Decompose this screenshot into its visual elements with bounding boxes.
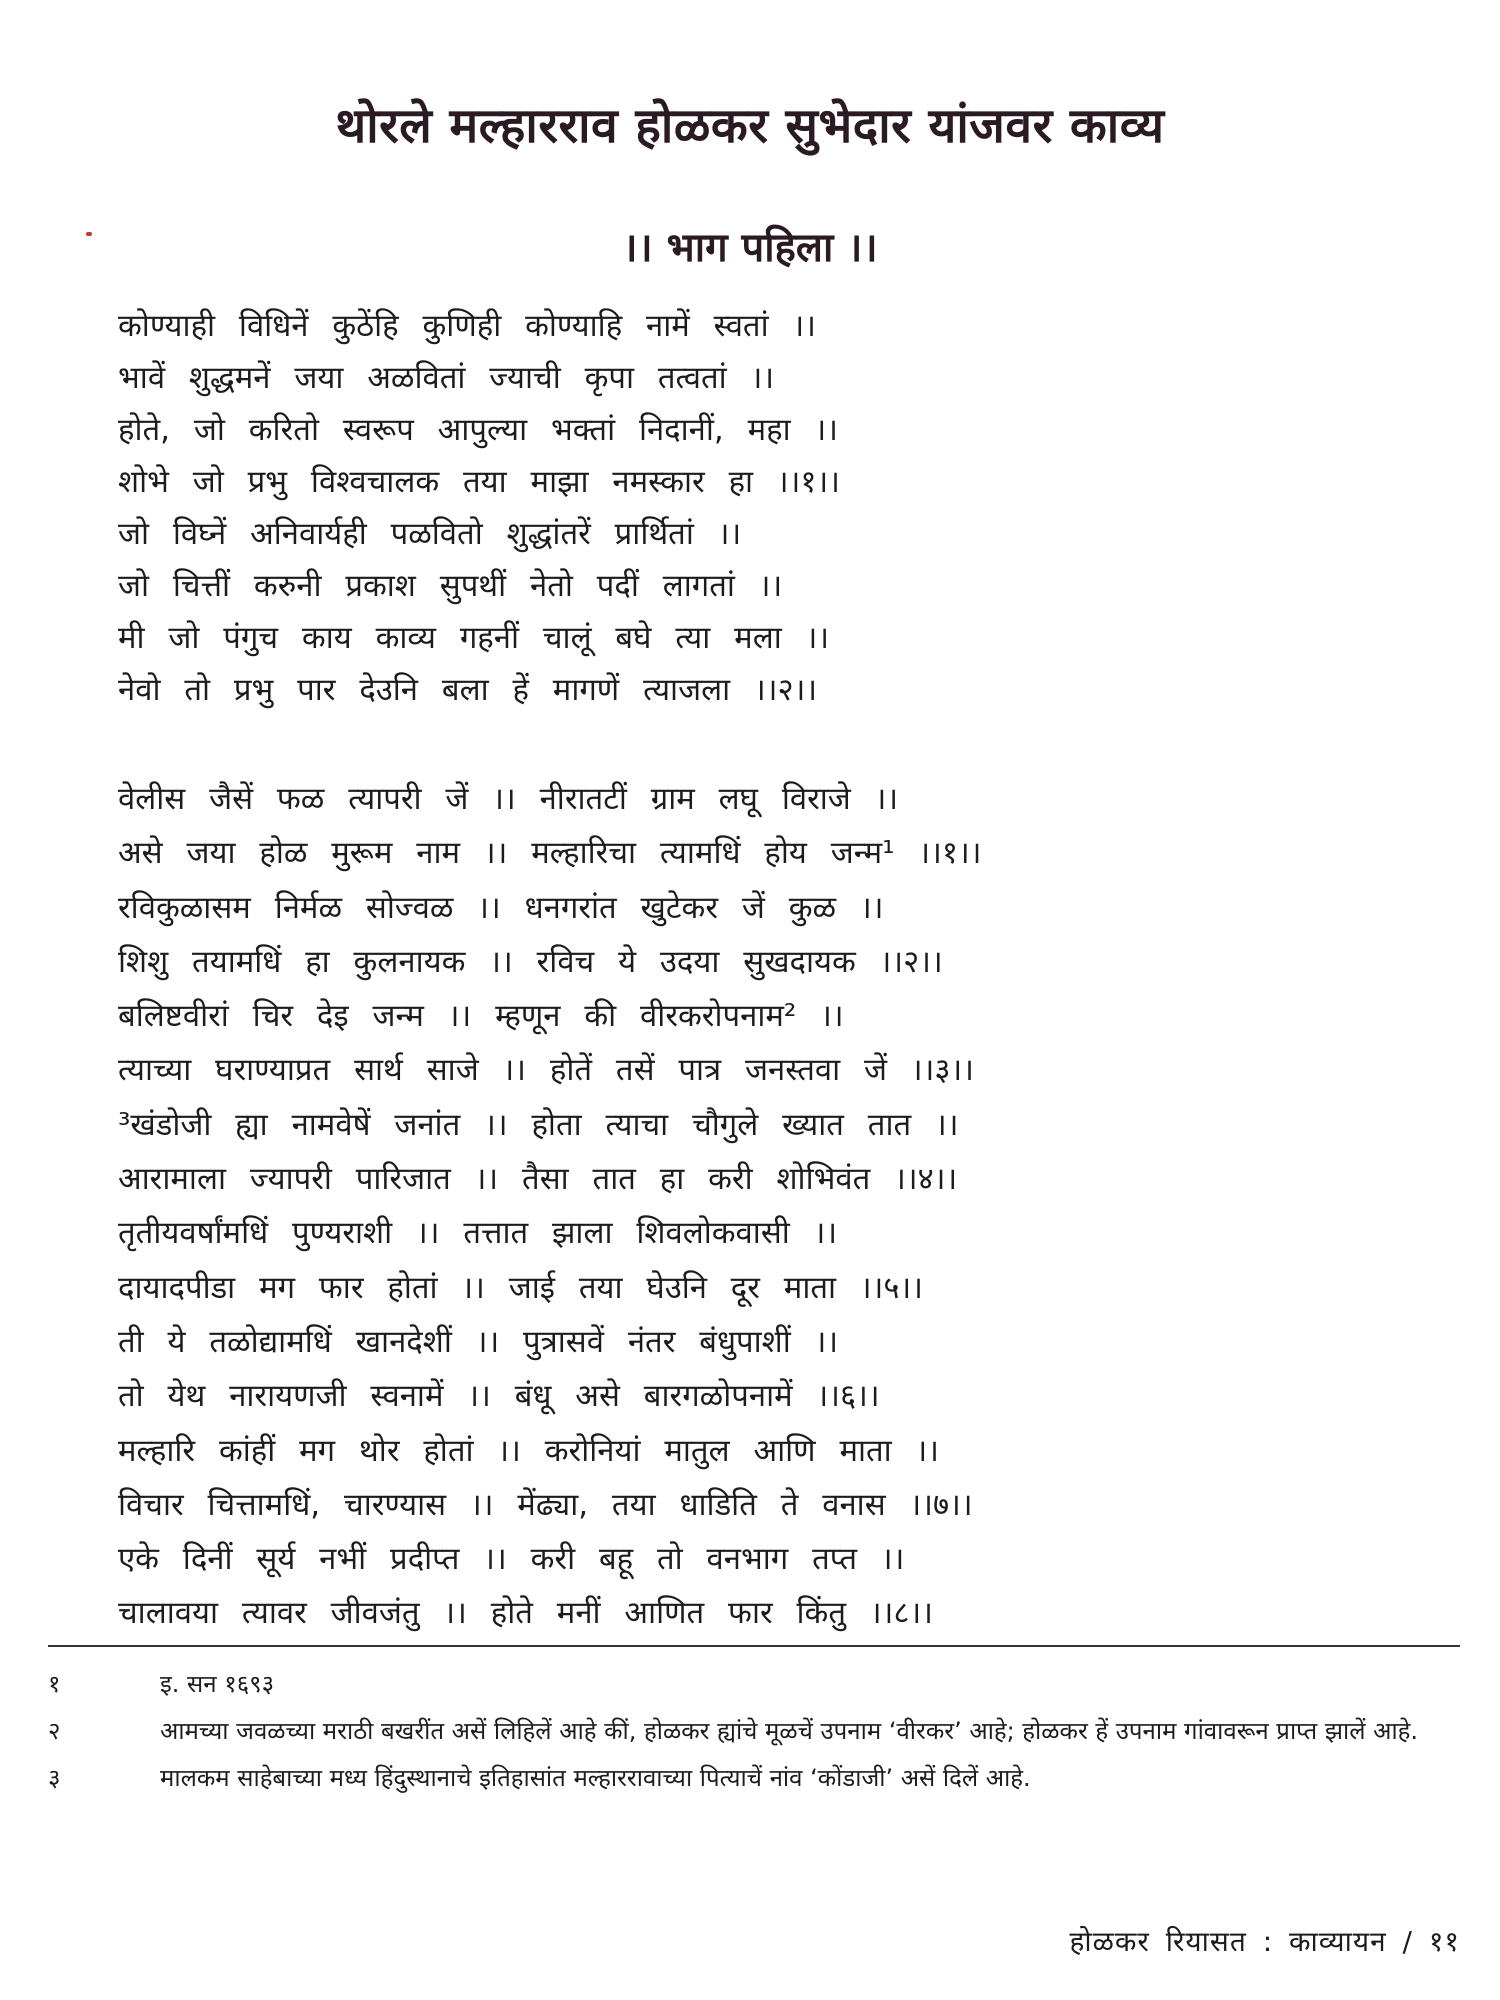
verse-line: कोण्याही विधिनें कुठेंहि कुणिही कोण्याहि नामें स्वतां ।। — [118, 308, 816, 344]
footnote-divider — [48, 1645, 1460, 1647]
footnote-text: इ. सन १६९३ — [160, 1670, 275, 1698]
verse-line: जो चित्तीं करुनी प्रकाश सुपथीं नेतो पदीं लागतां ।। — [118, 568, 783, 604]
footnote-text: मालकम साहेबाच्या मध्य हिंदुस्थानाचे इतिहासांत मल्हाररावाच्या पित्याचें नांव ‘कोंडाजी’ असें दिलें आहे. — [160, 1764, 1031, 1792]
footnote-number: ३ — [48, 1764, 61, 1792]
page-title: थोरले मल्हारराव होळकर सुभेदार यांजवर काव्य — [335, 98, 1165, 154]
footnote — [48, 1756, 1460, 1801]
verse-line: शिशु तयामधिं हा कुलनायक ।। रविच ये उदया सुखदायक ।।२।। — [118, 943, 943, 980]
footnote-number: १ — [48, 1670, 61, 1698]
verse-line: मी जो पंगुच काय काव्य गहनीं चालूं बघे त्या मला ।। — [118, 620, 830, 656]
footnote-number: २ — [48, 1717, 61, 1745]
verse-line: नेवो तो प्रभु पार देउनि बला हें मागणें त्याजला ।।२।। — [118, 672, 818, 708]
page-footer: होळकर रियासत : काव्यायन / ११ — [1069, 1925, 1460, 1958]
footnote-text: आमच्या जवळच्या मराठी बखरींत असें लिहिलें आहे कीं, होळकर ह्यांचे मूळचें उपनाम ‘वीरकर’ आहे; होळकर हें उपनाम गांवावरून प्राप्त झालें आहे. — [160, 1717, 1419, 1745]
verse-line: दायादपीडा मग फार होतां ।। जाई तया घेउनि दूर माता ।।५।। — [118, 1269, 924, 1306]
verse-line: मल्हारि कांहीं मग थोर होतां ।। करोनियां मातुल आणि माता ।। — [118, 1432, 940, 1469]
verse-line: चालावया त्यावर जीवजंतु ।। होते मनीं आणित फार किंतु ।।८।। — [118, 1595, 933, 1632]
verse-line: बलिष्टवीरां चिर देइ जन्म ।। म्हणून की वीरकरोपनाम² ।। — [118, 998, 844, 1035]
section-heading: ।। भाग पहिला ।। — [622, 225, 878, 271]
verse-line: आरामाला ज्यापरी पारिजात ।। तैसा तात हा करी शोभिवंत ।।४।। — [118, 1161, 958, 1198]
verse-line: तृतीयवर्षांमधिं पुण्यराशी ।। तत्तात झाला शिवलोकवासी ।। — [118, 1215, 838, 1252]
verse-line: एके दिनीं सूर्य नभीं प्रदीप्त ।। करी बहू तो वनभाग तप्त ।। — [118, 1541, 905, 1578]
verse-line: असे जया होळ मुरूम नाम ।। मल्हारिचा त्यामधिं होय जन्म¹ ।।१।। — [118, 835, 982, 872]
verse-line: भावें शुद्धमनें जया अळवितां ज्याची कृपा तत्वतां ।। — [118, 360, 775, 396]
main-stanza — [118, 772, 982, 1641]
intro-stanza — [118, 300, 840, 716]
verse-line: तो येथ नारायणजी स्वनामें ।। बंधू असे बारगळोपनामें ।।६।। — [118, 1378, 880, 1415]
verse-line: ती ये तळोद्यामधिं खानदेशीं ।। पुत्रासवें नंतर बंधुपाशीं ।। — [118, 1323, 839, 1360]
footnotes — [48, 1662, 1460, 1803]
footnote — [48, 1662, 1460, 1707]
verse-line: त्याच्या घराण्याप्रत सार्थ साजे ।। होतें तसें पात्र जनस्तवा जें ।।३।। — [118, 1052, 975, 1089]
footnote — [48, 1709, 1460, 1754]
verse-line: ³खंडोजी ह्या नामवेषें जनांत ।। होता त्याचा चौगुले ख्यात तात ।। — [118, 1106, 959, 1143]
verse-line: जो विघ्नें अनिवार्यही पळवितो शुद्धांतरें प्रार्थितां ।। — [118, 516, 742, 552]
verse-line: रविकुळासम निर्मळ सोज्वळ ।। धनगरांत खुटेकर जें कुळ ।। — [118, 889, 884, 926]
verse-line: वेलीस जैसें फळ त्यापरी जें ।। नीरातटीं ग्राम लघू विराजे ।। — [118, 781, 899, 817]
verse-line: शोभे जो प्रभु विश्वचालक तया माझा नमस्कार हा ।।१।। — [118, 464, 841, 500]
verse-line: विचार चित्तामधिं, चारण्यास ।। मेंढ्या, तया धाडिति ते वनास ।।७।। — [118, 1486, 973, 1523]
verse-line: होते, जो करितो स्वरूप आपुल्या भक्तां निदानीं, महा ।। — [118, 412, 838, 448]
